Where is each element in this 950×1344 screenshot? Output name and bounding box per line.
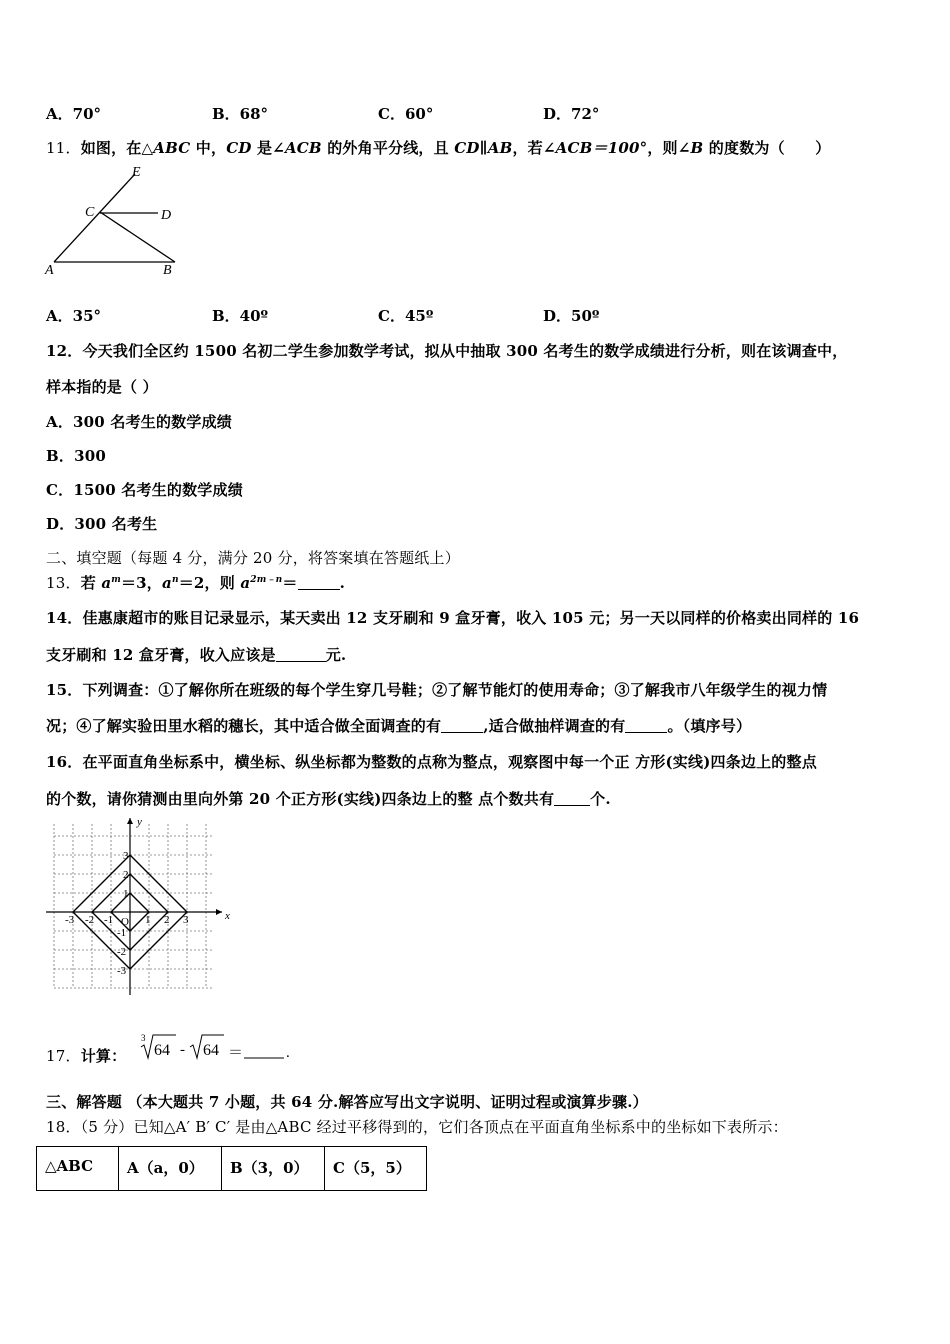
q16-y-tick: -2	[117, 946, 127, 958]
q16-coordinate-grid-figure	[44, 815, 234, 997]
q16-y-tick: -3	[117, 965, 127, 977]
q16-x-tick: -3	[65, 914, 75, 926]
q16-axis-y-label: y	[137, 816, 142, 828]
q16-y-tick: 2	[123, 869, 129, 881]
table-cell: B（3，0）	[222, 1147, 325, 1191]
q13-question: 13．若 $a^m=3$，$a^n=2$，则 $a^{2m﹣n}=$ .	[46, 574, 346, 592]
q12-option-b: B．300	[46, 447, 106, 465]
q16-x-tick: 3	[183, 914, 189, 926]
section2-title: 二、填空题（每题 4 分，满分 20 分，将答案填在答题纸上）	[46, 549, 460, 567]
q10-option-a: A．70°	[46, 105, 102, 123]
q11-label-d: D	[161, 208, 172, 223]
q15-full-survey-blank[interactable]	[441, 718, 483, 733]
q11-option-c: C．45º	[378, 307, 434, 325]
q13-answer-blank[interactable]	[298, 575, 340, 590]
q14-line1: 14．佳惠康超市的账目记录显示，某天卖出 12 支牙刷和 9 盒牙膏，收入 105 元；另一天以同样的价格卖出同样的 16	[46, 609, 860, 627]
q15-line1: 15．下列调查：①了解你所在班级的每个学生穿几号鞋；②了解节能灯的使用寿命；③了解我市八年级学生的视力情	[46, 681, 828, 699]
q12-line2: 样本指的是（ ）	[46, 378, 158, 396]
q16-x-tick: 1	[145, 914, 151, 926]
q10-option-b: B．68°	[212, 105, 269, 123]
table-cell: A（a，0）	[119, 1147, 222, 1191]
q17-label: 17．计算：	[46, 1047, 127, 1065]
q12-line1: 12．今天我们全区约 1500 名初二学生参加数学考试，拟从中抽取 300 名考生的数学成绩进行分析，则在该调查中，	[46, 342, 848, 360]
q17-period: .	[286, 1045, 290, 1061]
q16-y-tick: -1	[117, 927, 127, 939]
q17-equals: ＝	[228, 1045, 244, 1061]
q17-minus: -	[180, 1042, 185, 1058]
q16-x-tick: -1	[104, 914, 114, 926]
q14-line2: 支牙刷和 12 盒牙膏，收入应该是 元.	[46, 646, 347, 664]
table-cell: C（5，5）	[325, 1147, 427, 1191]
q11-label-c: C	[85, 205, 95, 220]
q17-radical-expression	[138, 1030, 298, 1064]
q16-y-tick: 1	[123, 888, 129, 900]
section3-title: 三、解答题 （本大题共 7 小题，共 64 分.解答应写出文字说明、证明过程或演算步骤.）	[46, 1093, 648, 1111]
q14-answer-blank[interactable]	[276, 647, 326, 662]
q16-x-tick: 2	[164, 914, 170, 926]
q18-question: 18．（5 分）已知△A′ B′ C′ 是由△ABC 经过平移得到的，它们各顶点在平面直角坐标系中的坐标如下表所示：	[46, 1118, 788, 1136]
q16-line2: 的个数，请你猜测由里向外第 20 个正方形(实线)四条边上的整 点个数共有 个.	[46, 790, 611, 808]
q16-answer-blank[interactable]	[554, 791, 590, 806]
q11-label-a: A	[45, 263, 54, 278]
q11-option-a: A．35°	[46, 307, 102, 325]
q12-option-a: A．300 名考生的数学成绩	[46, 413, 232, 431]
q16-axis-x-label: x	[225, 910, 230, 922]
q11-option-d: D．50º	[543, 307, 600, 325]
q18-coordinate-table	[36, 1146, 427, 1191]
q17-radicand-1: 64	[154, 1042, 170, 1059]
q16-origin-label: O	[121, 916, 129, 928]
q16-x-tick: -2	[85, 914, 95, 926]
q11-label-e: E	[132, 165, 141, 180]
q17-radicand-2: 64	[203, 1042, 219, 1059]
q11-triangle-figure	[40, 160, 200, 285]
table-row	[37, 1147, 427, 1191]
table-cell: △ABC	[37, 1147, 119, 1191]
q11-label-b: B	[163, 263, 172, 278]
q12-option-c: C．1500 名考生的数学成绩	[46, 481, 243, 499]
q16-y-tick: 3	[123, 850, 129, 862]
q17-cube-root-index: 3	[141, 1033, 146, 1043]
q11-question: 11．如图，在△ABC 中，CD 是∠ACB 的外角平分线，且 CD∥AB，若∠ACB＝100°，则∠B 的度数为（ ）	[46, 139, 831, 157]
q15-line2: 况；④了解实验田里水稻的穗长，其中适合做全面调查的有 ,适合做抽样调查的有 。（填序号）	[46, 717, 752, 735]
q15-sample-survey-blank[interactable]	[625, 718, 667, 733]
q10-option-c: C．60°	[378, 105, 434, 123]
q12-option-d: D．300 名考生	[46, 515, 158, 533]
q10-option-d: D．72°	[543, 105, 600, 123]
q16-line1: 16．在平面直角坐标系中，横坐标、纵坐标都为整数的点称为整点，观察图中每一个正 方形(实线)四条边上的整点	[46, 753, 817, 771]
q11-option-b: B．40º	[212, 307, 269, 325]
